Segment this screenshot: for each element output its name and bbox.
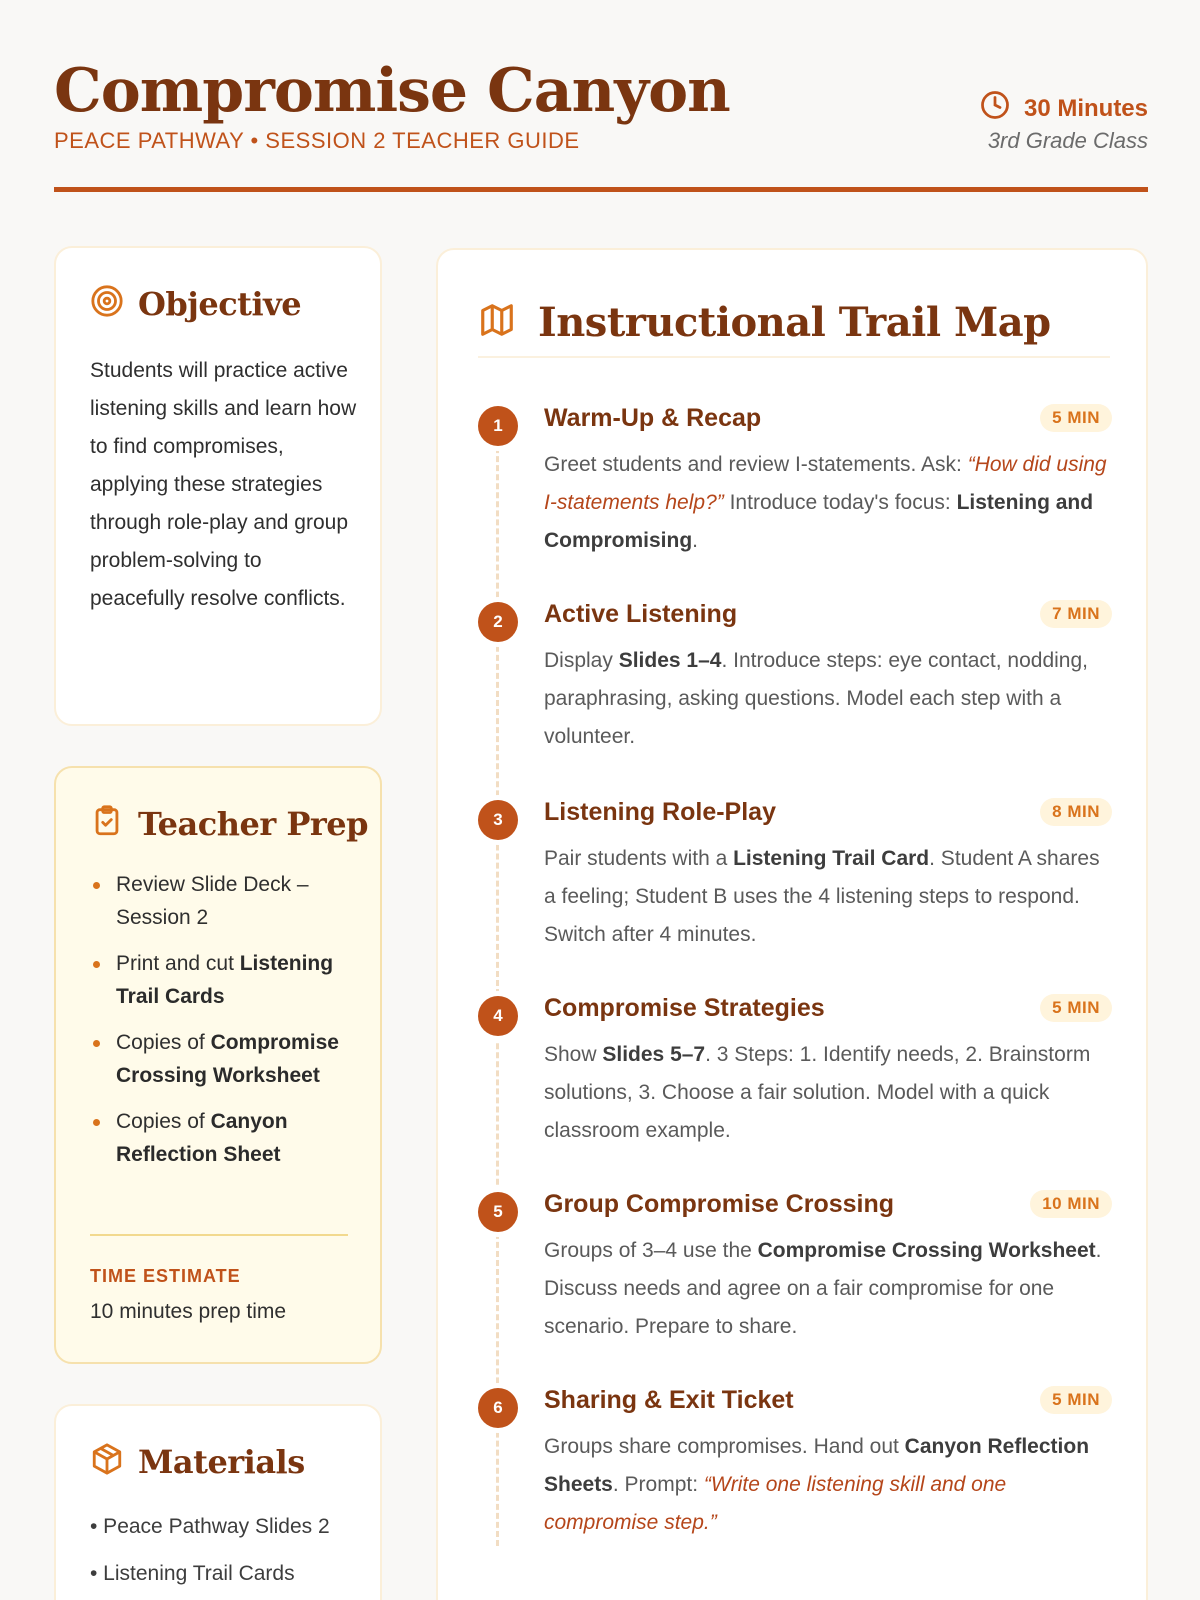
map-icon: [478, 301, 516, 344]
page-subtitle: PEACE PATHWAY • SESSION 2 TEACHER GUIDE: [54, 128, 580, 153]
prep-title: Teacher Prep: [138, 804, 368, 843]
list-item: Copies of Canyon Reflection Sheet: [90, 1105, 360, 1171]
step-description: Groups of 3–4 use the Compromise Crossing Worksheet. Discuss needs and agree on a fair compromise for one scenario. Prepare to share.: [544, 1239, 1102, 1338]
teacher-prep-card: [54, 766, 382, 1364]
list-item: Review Slide Deck – Session 2: [90, 868, 360, 934]
step-title: Listening Role-Play: [544, 798, 776, 826]
materials-list: [90, 1510, 350, 1600]
target-icon: [90, 284, 124, 323]
objective-text: Students will practice active listening skills and learn how to find compromises, applying these strategies through role-play and group problem-solving to peacefully resolve conflicts.: [90, 359, 357, 610]
prep-divider: [90, 1234, 348, 1236]
step-time-badge: 7 MIN: [1040, 600, 1112, 628]
step-number: 4: [478, 996, 518, 1036]
list-item: Print and cut Listening Trail Cards: [90, 947, 360, 1013]
step-title: Compromise Strategies: [544, 994, 825, 1022]
step-number: 6: [478, 1388, 518, 1428]
step-description: Groups share compromises. Hand out Canyon Reflection Sheets. Prompt: “Write one listening skill and one compromise step.”: [544, 1435, 1090, 1534]
clipboard-check-icon: [90, 804, 124, 843]
page-title: Compromise Canyon: [54, 56, 730, 126]
clock-icon: [980, 90, 1010, 127]
prep-list: [90, 868, 360, 1184]
objective-card: [54, 246, 382, 726]
list-item: • Peace Pathway Slides 2: [90, 1515, 330, 1538]
grade-text: 3rd Grade Class: [987, 128, 1148, 153]
step-time-badge: 8 MIN: [1040, 798, 1112, 826]
page-header: [54, 52, 1148, 192]
step-description: Pair students with a Listening Trail Card. Student A shares a feeling; Student B uses the 4 listening steps to respond. Switch after 4 minutes.: [544, 847, 1100, 946]
objective-header: [90, 284, 301, 323]
list-item: Copies of Compromise Crossing Worksheet: [90, 1026, 360, 1092]
step-description: Display Slides 1–4. Introduce steps: eye contact, nodding, paraphrasing, asking questions. Model each step with a volunteer.: [544, 649, 1089, 748]
trail-title: Instructional Trail Map: [538, 298, 1051, 346]
trail-header: [478, 288, 1110, 358]
materials-title: Materials: [138, 1442, 305, 1481]
duration-meta: [980, 90, 1148, 127]
prep-header: [90, 804, 368, 843]
trail-map-card: [436, 248, 1148, 1600]
step-title: Active Listening: [544, 600, 738, 628]
step-number: 5: [478, 1192, 518, 1232]
step-title: Sharing & Exit Ticket: [544, 1386, 794, 1414]
duration-text: 30 Minutes: [1023, 94, 1148, 122]
time-estimate-label: TIME ESTIMATE: [90, 1266, 241, 1286]
step-title: Group Compromise Crossing: [544, 1190, 895, 1218]
step-number: 1: [478, 406, 518, 446]
step-description: Show Slides 5–7. 3 Steps: 1. Identify needs, 2. Brainstorm solutions, 3. Choose a fair solution. Model with a quick classroom example.: [544, 1043, 1091, 1142]
materials-card: [54, 1404, 382, 1600]
step-time-badge: 5 MIN: [1040, 404, 1112, 432]
materials-header: [90, 1442, 305, 1481]
step-number: 2: [478, 602, 518, 642]
step-title: Warm-Up & Recap: [544, 404, 762, 432]
timeline-line: [496, 420, 499, 1546]
list-item: • Listening Trail Cards: [90, 1562, 295, 1585]
step-time-badge: 10 MIN: [1030, 1190, 1112, 1218]
step-description: Greet students and review I-statements. Ask: “How did using I-statements help?” Introduce today's focus: Listening and Compromising.: [544, 453, 1107, 552]
step-time-badge: 5 MIN: [1040, 994, 1112, 1022]
objective-title: Objective: [138, 284, 302, 323]
package-icon: [90, 1442, 124, 1481]
time-estimate-value: 10 minutes prep time: [90, 1300, 287, 1323]
step-number: 3: [478, 800, 518, 840]
step-time-badge: 5 MIN: [1040, 1386, 1112, 1414]
